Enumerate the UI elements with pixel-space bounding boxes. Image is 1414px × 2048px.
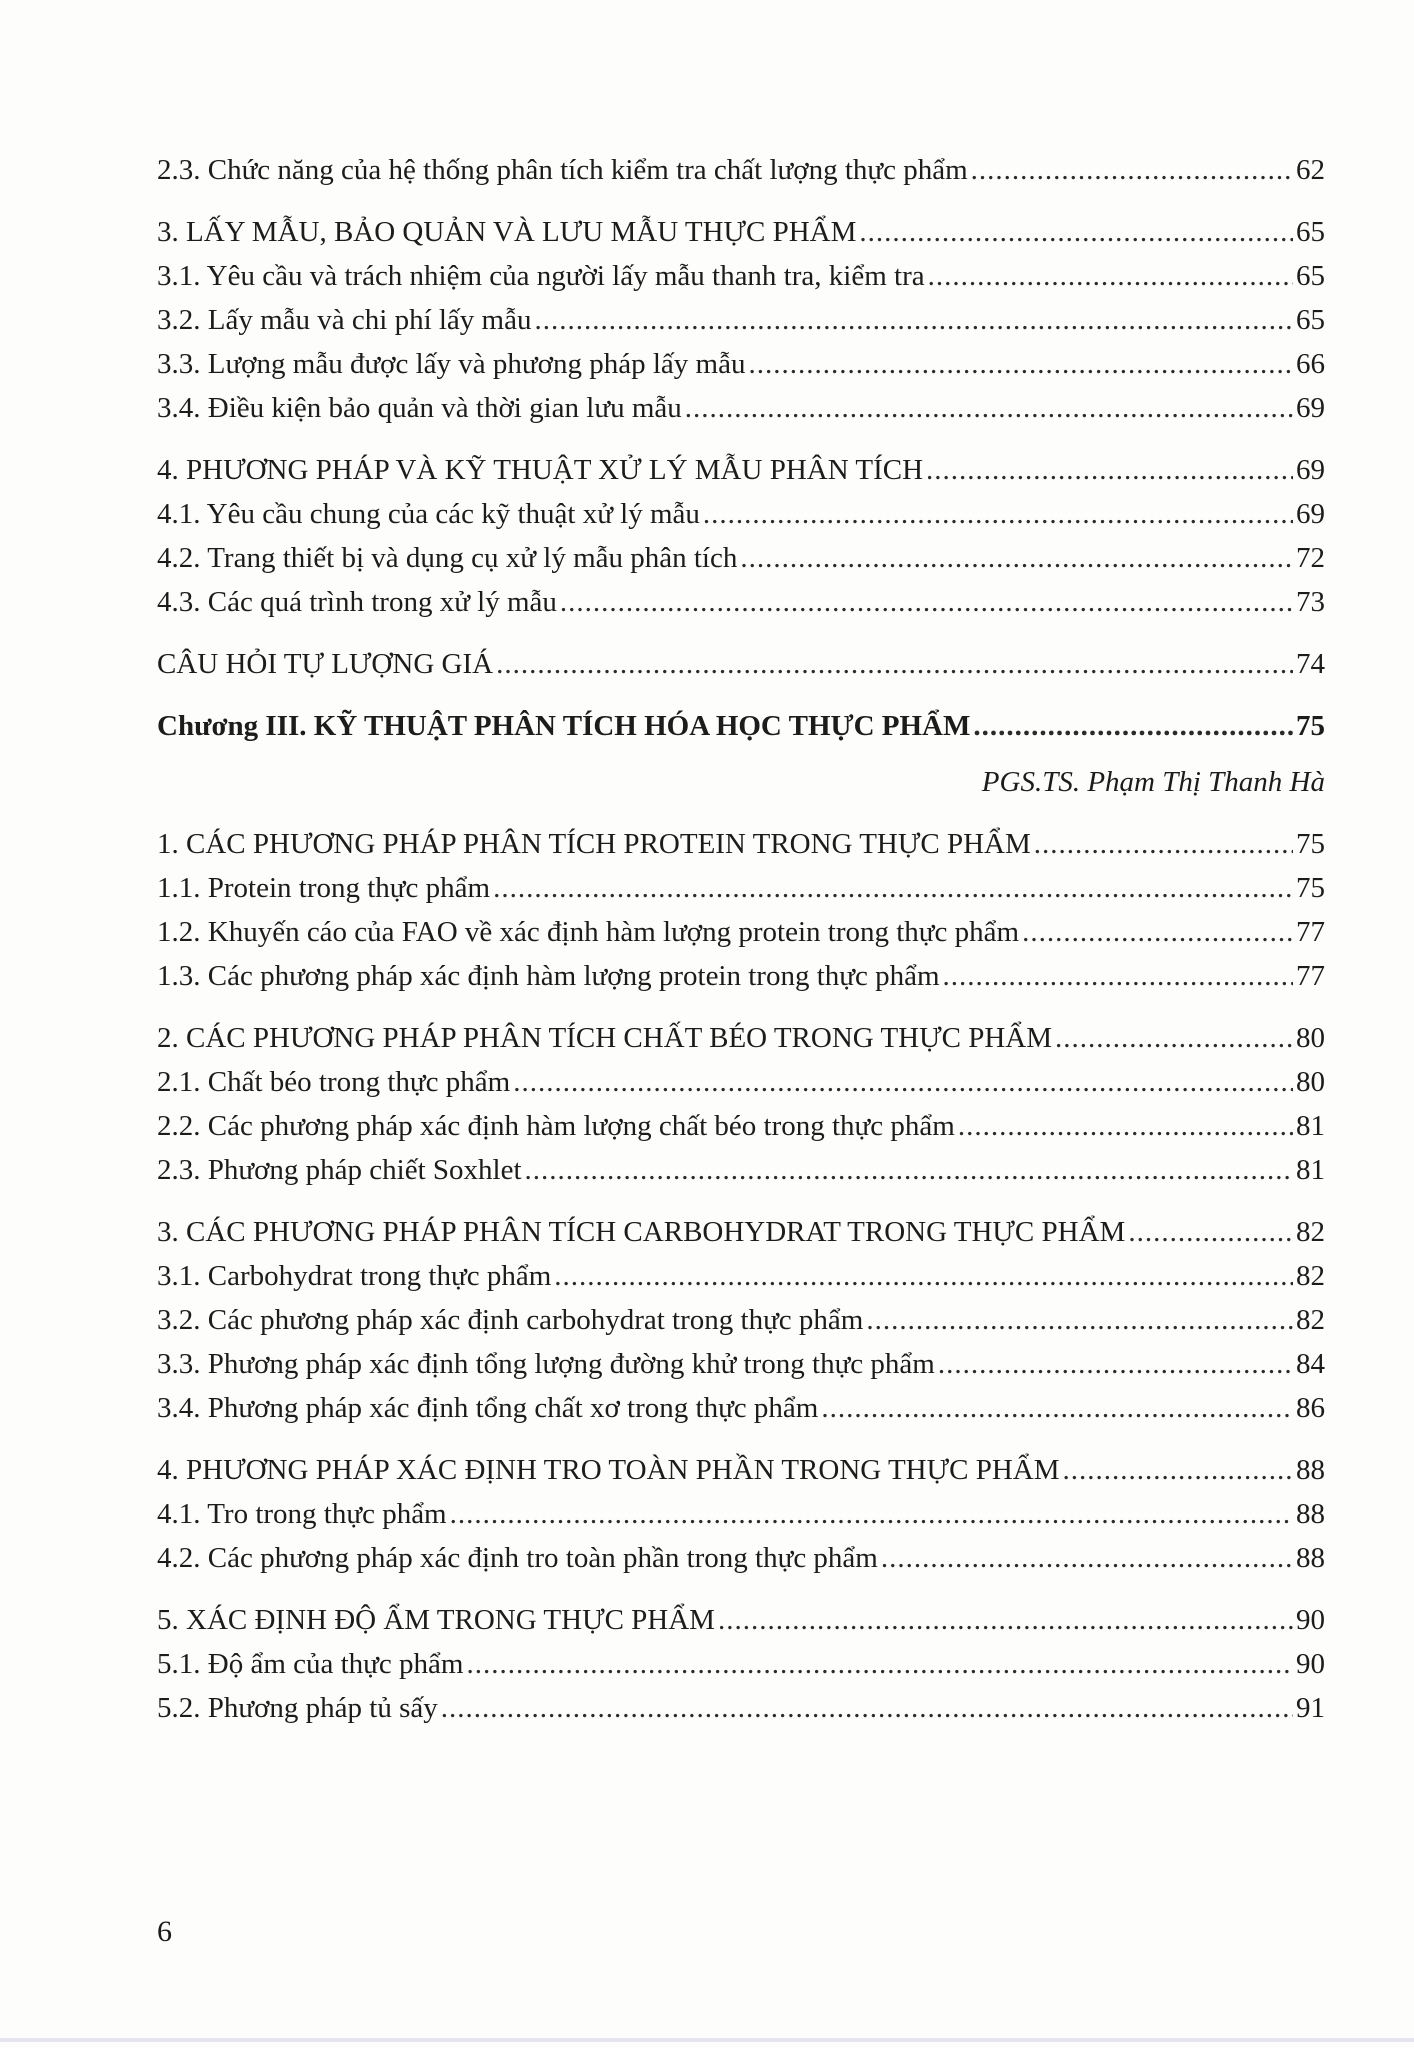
toc-entry-title: 2.3. Phương pháp chiết Soxhlet <box>157 1154 522 1186</box>
toc-entry-page: 73 <box>1296 586 1325 618</box>
toc-entry-title: 3.4. Phương pháp xác định tổng chất xơ trong thực phẩm <box>157 1392 819 1424</box>
toc-entry-title: 3. LẤY MẪU, BẢO QUẢN VÀ LƯU MẪU THỰC PHẨM <box>157 216 857 248</box>
toc-entry-sub[interactable] <box>157 386 1325 430</box>
toc-entry-page: 88 <box>1296 1454 1325 1486</box>
dot-leader <box>938 1342 1293 1386</box>
toc-entry-title: 1.1. Protein trong thực phẩm <box>157 872 491 904</box>
toc-entry-page: 86 <box>1296 1392 1325 1424</box>
toc-entry-section[interactable] <box>157 1210 1325 1254</box>
toc-entry-sub[interactable] <box>157 1642 1325 1686</box>
toc-entry-title: 4.2. Các phương pháp xác định tro toàn phần trong thực phẩm <box>157 1542 878 1574</box>
toc-entry-section[interactable] <box>157 210 1325 254</box>
dot-leader <box>926 448 1293 492</box>
dot-leader <box>958 1104 1293 1148</box>
toc-entry-title: 3.2. Các phương pháp xác định carbohydrat trong thực phẩm <box>157 1304 864 1336</box>
toc-entry-page: 82 <box>1296 1260 1325 1292</box>
toc-entry-title: 4. PHƯƠNG PHÁP VÀ KỸ THUẬT XỬ LÝ MẪU PHÂN TÍCH <box>157 454 924 486</box>
dot-leader <box>1034 822 1293 866</box>
toc-entry-title: 2. CÁC PHƯƠNG PHÁP PHÂN TÍCH CHẤT BÉO TRONG THỰC PHẨM <box>157 1022 1052 1054</box>
dot-leader <box>1063 1448 1294 1492</box>
dot-leader <box>493 866 1293 910</box>
toc-entry-sub[interactable] <box>157 1254 1325 1298</box>
toc-entry-chapter[interactable] <box>157 704 1325 748</box>
toc-entry-section[interactable] <box>157 1016 1325 1060</box>
toc-entry-sub[interactable] <box>157 1492 1325 1536</box>
toc-entry-page: 72 <box>1296 542 1325 574</box>
toc-entry-title: 3.1. Yêu cầu và trách nhiệm của người lấy mẫu thanh tra, kiểm tra <box>157 260 925 292</box>
toc-entry-title: 3.2. Lấy mẫu và chi phí lấy mẫu <box>157 304 532 336</box>
dot-leader <box>1055 1016 1293 1060</box>
page-number: 6 <box>157 1915 172 1948</box>
toc-entry-page: 81 <box>1296 1154 1325 1186</box>
toc-entry-section[interactable] <box>157 448 1325 492</box>
dot-leader <box>943 954 1293 998</box>
toc-entry-sub[interactable] <box>157 298 1325 342</box>
toc-entry-title: 2.2. Các phương pháp xác định hàm lượng chất béo trong thực phẩm <box>157 1110 955 1142</box>
toc-entry-title: CÂU HỎI TỰ LƯỢNG GIÁ <box>157 648 494 680</box>
toc-entry-page: 75 <box>1296 872 1325 904</box>
toc-entry-page: 88 <box>1296 1542 1325 1574</box>
toc-entry-sub[interactable] <box>157 1536 1325 1580</box>
dot-leader <box>973 704 1293 748</box>
toc-entry-sub[interactable] <box>157 254 1325 298</box>
toc-entry-sub[interactable] <box>157 148 1325 192</box>
dot-leader <box>718 1598 1293 1642</box>
toc-entry-title: 4.2. Trang thiết bị và dụng cụ xử lý mẫu phân tích <box>157 542 738 574</box>
toc-entry-title: 1.2. Khuyến cáo của FAO về xác định hàm lượng protein trong thực phẩm <box>157 916 1020 948</box>
toc-entry-section[interactable] <box>157 1598 1325 1642</box>
toc-entry-title: 3.4. Điều kiện bảo quản và thời gian lưu mẫu <box>157 392 682 424</box>
toc-entry-title: 2.3. Chức năng của hệ thống phân tích kiểm tra chất lượng thực phẩm <box>157 154 968 186</box>
toc-entry-sub[interactable] <box>157 954 1325 998</box>
toc-entry-page: 82 <box>1296 1216 1325 1248</box>
toc-entry-page: 77 <box>1296 916 1325 948</box>
dot-leader <box>560 580 1293 624</box>
dot-leader <box>466 1642 1293 1686</box>
toc-entry-title: 4.1. Yêu cầu chung của các kỹ thuật xử lý mẫu <box>157 498 700 530</box>
toc-entry-title: 3. CÁC PHƯƠNG PHÁP PHÂN TÍCH CARBOHYDRAT TRONG THỰC PHẨM <box>157 1216 1126 1248</box>
toc-entry-sub[interactable] <box>157 1298 1325 1342</box>
toc-entry-sub[interactable] <box>157 580 1325 624</box>
toc-entry-page: 69 <box>1296 454 1325 486</box>
dot-leader <box>740 536 1293 580</box>
toc-entry-sub[interactable] <box>157 1104 1325 1148</box>
dot-leader <box>866 1298 1293 1342</box>
toc-entry-section[interactable] <box>157 642 1325 686</box>
toc-entry-sub[interactable] <box>157 910 1325 954</box>
toc-entry-sub[interactable] <box>157 1148 1325 1192</box>
toc-entry-page: 77 <box>1296 960 1325 992</box>
dot-leader <box>928 254 1293 298</box>
toc-entry-sub[interactable] <box>157 1386 1325 1430</box>
toc-entry-title: 4.1. Tro trong thực phẩm <box>157 1498 447 1530</box>
page-bottom-edge <box>0 2038 1414 2042</box>
toc-entry-title: 3.1. Carbohydrat trong thực phẩm <box>157 1260 552 1292</box>
dot-leader <box>496 642 1293 686</box>
toc-entry-sub[interactable] <box>157 536 1325 580</box>
dot-leader <box>554 1254 1293 1298</box>
dot-leader <box>703 492 1293 536</box>
toc-entry-page: 88 <box>1296 1498 1325 1530</box>
toc-entry-title: 4. PHƯƠNG PHÁP XÁC ĐỊNH TRO TOÀN PHẦN TRONG THỰC PHẨM <box>157 1454 1060 1486</box>
toc-entry-page: 90 <box>1296 1604 1325 1636</box>
toc-entry-page: 65 <box>1296 216 1325 248</box>
toc-entry-page: 65 <box>1296 304 1325 336</box>
toc-entry-title: 3.3. Lượng mẫu được lấy và phương pháp lấy mẫu <box>157 348 746 380</box>
toc-entry-title: Chương III. KỸ THUẬT PHÂN TÍCH HÓA HỌC THỰC PHẨM <box>157 710 971 742</box>
toc-entry-title: 4.3. Các quá trình trong xử lý mẫu <box>157 586 557 618</box>
dot-leader <box>821 1386 1293 1430</box>
toc-entry-page: 69 <box>1296 498 1325 530</box>
toc-entry-page: 81 <box>1296 1110 1325 1142</box>
toc-entry-page: 90 <box>1296 1648 1325 1680</box>
toc-entry-title: 1.3. Các phương pháp xác định hàm lượng protein trong thực phẩm <box>157 960 940 992</box>
toc-entry-page: 69 <box>1296 392 1325 424</box>
dot-leader <box>534 298 1293 342</box>
toc-entry-page: 75 <box>1296 828 1325 860</box>
toc-entry-title: 2.1. Chất béo trong thực phẩm <box>157 1066 511 1098</box>
toc-entry-page: 74 <box>1296 648 1325 680</box>
toc-entry-sub[interactable] <box>157 1686 1325 1730</box>
toc-entry-sub[interactable] <box>157 1060 1325 1104</box>
dot-leader <box>859 210 1293 254</box>
toc-entry-page: 65 <box>1296 260 1325 292</box>
toc-entry-title: 5. XÁC ĐỊNH ĐỘ ẨM TRONG THỰC PHẨM <box>157 1604 715 1636</box>
dot-leader <box>748 342 1293 386</box>
dot-leader <box>525 1148 1293 1192</box>
dot-leader <box>685 386 1293 430</box>
dot-leader <box>1022 910 1293 954</box>
chapter-author: PGS.TS. Phạm Thị Thanh Hà <box>981 766 1325 798</box>
toc-entry-title: 3.3. Phương pháp xác định tổng lượng đường khử trong thực phẩm <box>157 1348 935 1380</box>
toc-entry-title: 1. CÁC PHƯƠNG PHÁP PHÂN TÍCH PROTEIN TRONG THỰC PHẨM <box>157 828 1031 860</box>
toc-entry-page: 91 <box>1296 1692 1325 1724</box>
dot-leader <box>450 1492 1293 1536</box>
dot-leader <box>1128 1210 1293 1254</box>
toc-entry-sub[interactable] <box>157 492 1325 536</box>
dot-leader <box>971 148 1293 192</box>
dot-leader <box>881 1536 1293 1580</box>
toc-entry-section[interactable] <box>157 822 1325 866</box>
toc-entry-page: 80 <box>1296 1066 1325 1098</box>
toc-entry-title: 5.1. Độ ẩm của thực phẩm <box>157 1648 464 1680</box>
toc-entry-section[interactable] <box>157 1448 1325 1492</box>
dot-leader <box>513 1060 1293 1104</box>
dot-leader <box>441 1686 1293 1730</box>
toc-entry-title: 5.2. Phương pháp tủ sấy <box>157 1692 438 1724</box>
toc-entry-sub[interactable] <box>157 342 1325 386</box>
toc-entry-page: 84 <box>1296 1348 1325 1380</box>
toc-entry-page: 66 <box>1296 348 1325 380</box>
toc-entry-page: 62 <box>1296 154 1325 186</box>
table-of-contents <box>157 148 1325 1730</box>
toc-entry-page: 82 <box>1296 1304 1325 1336</box>
toc-entry-page: 75 <box>1296 710 1325 742</box>
toc-entry-sub[interactable] <box>157 866 1325 910</box>
toc-entry-page: 80 <box>1296 1022 1325 1054</box>
toc-entry-sub[interactable] <box>157 1342 1325 1386</box>
